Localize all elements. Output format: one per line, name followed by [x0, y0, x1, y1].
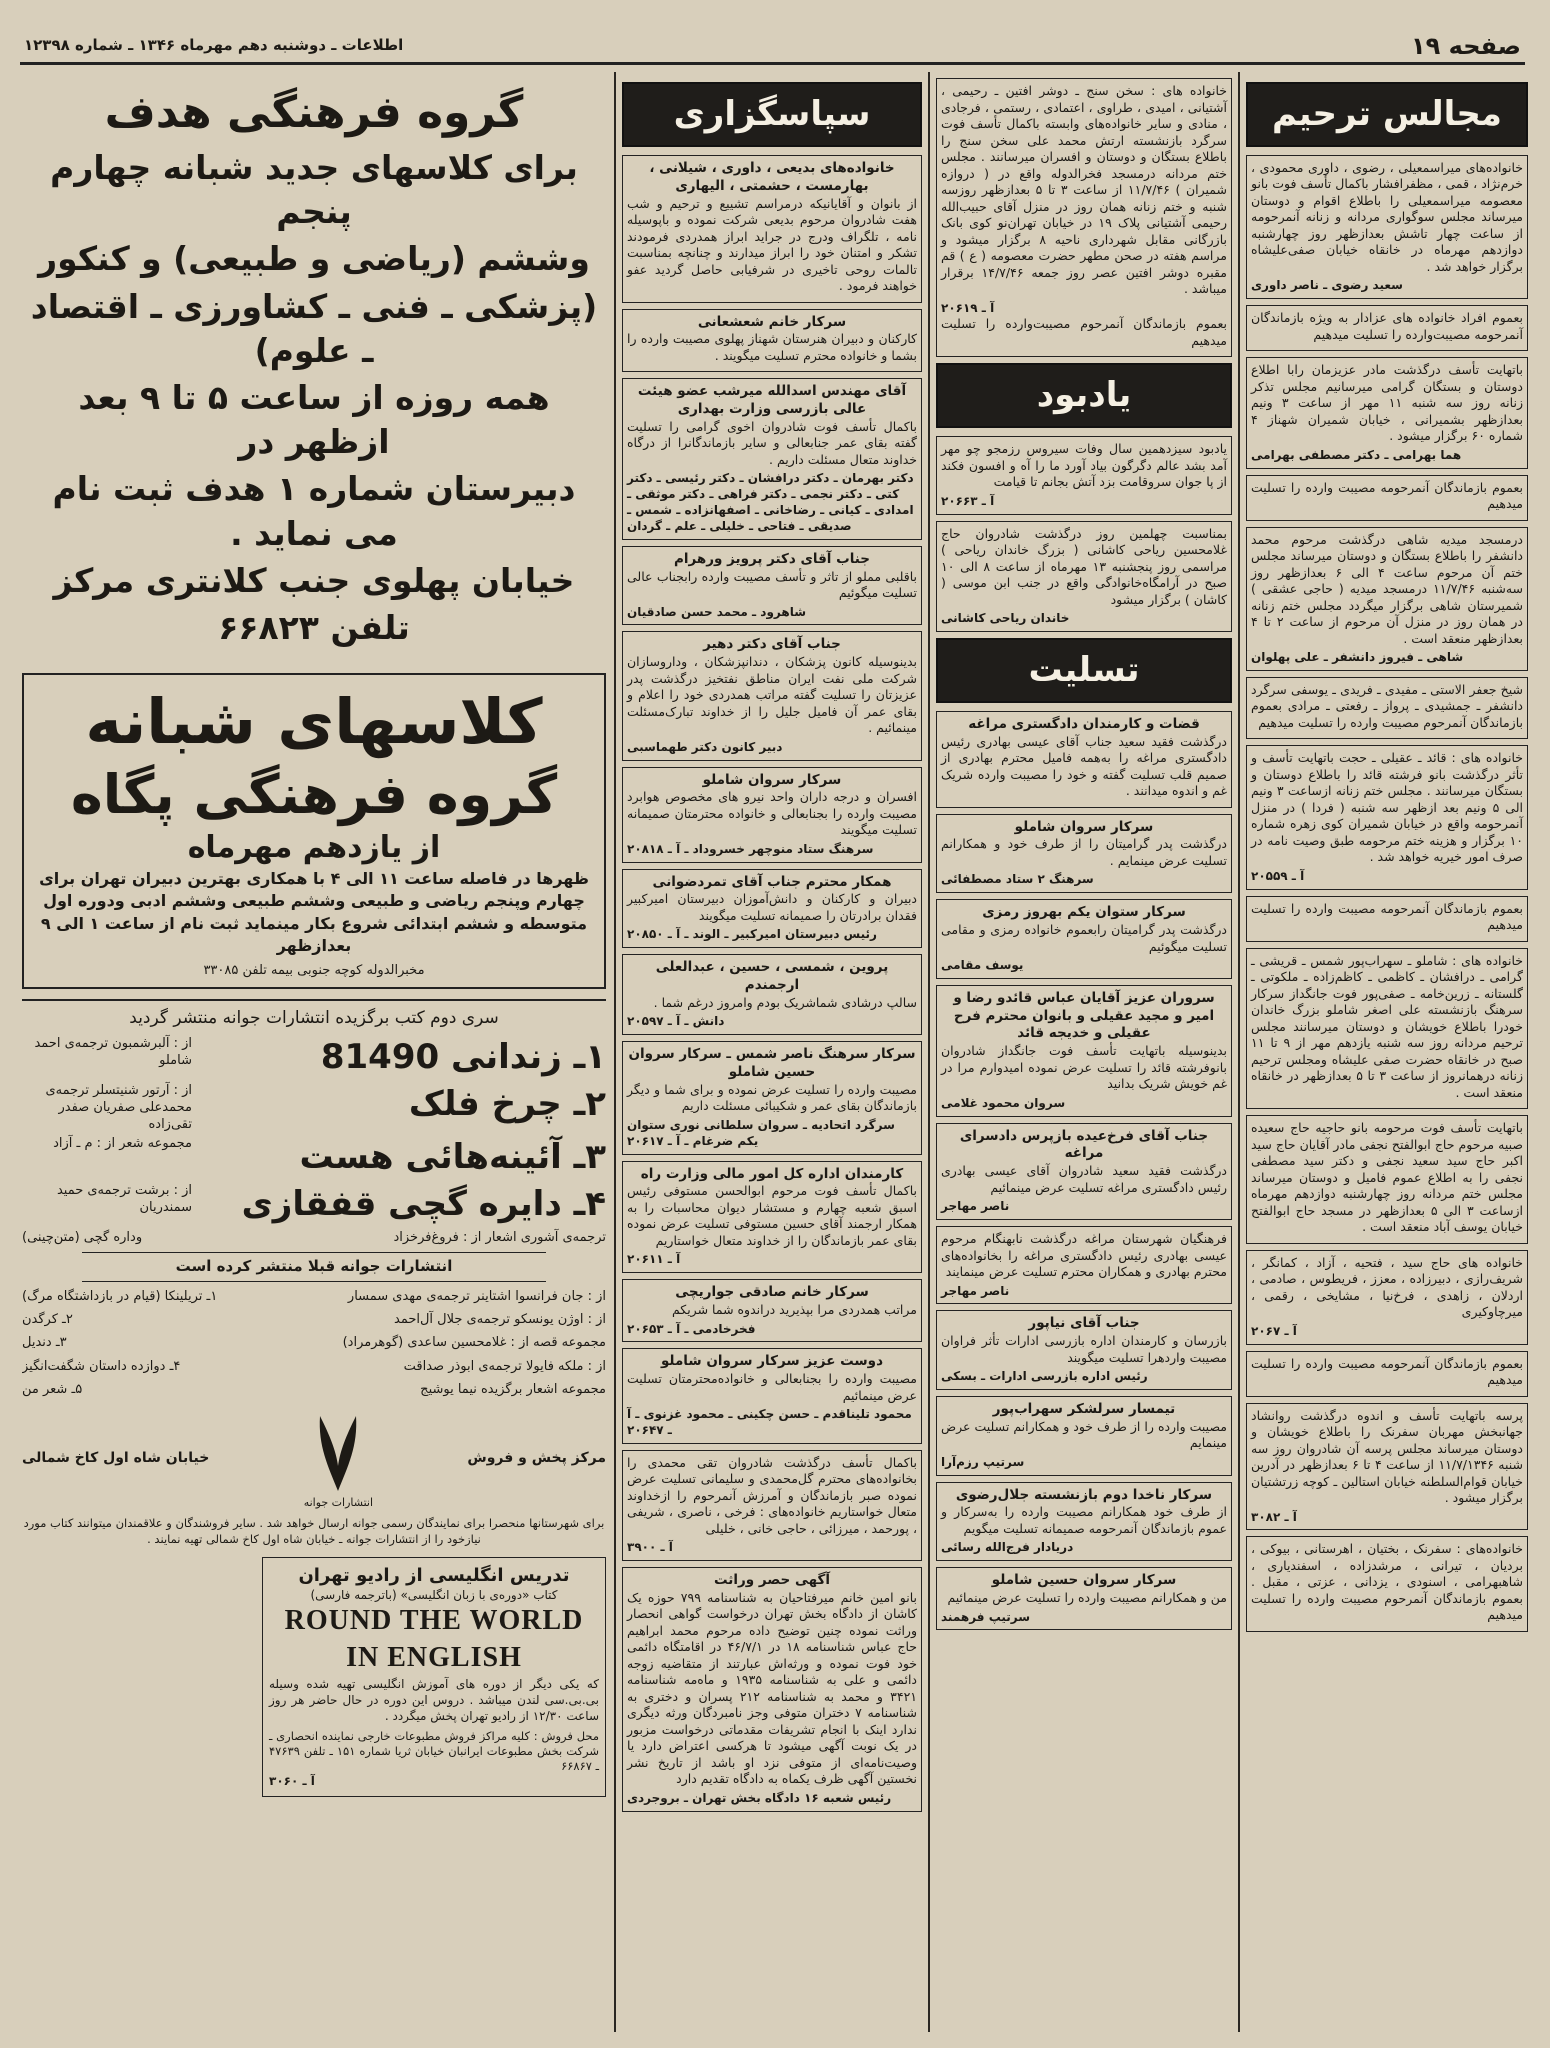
notice-list	[936, 436, 1232, 632]
notice-text: خانواده های : سخن سنج ـ دوشر افتین ـ رحیمی ، آشتیانی ، امیدی ، طراوی ، اعتمادی ، رستمی ، فرجادی ، منادی و سایر خانواده‌های وابسته باکمال تأسف فوت سرگرد بازنشسته ارتش محمد علی سخن سنج را باطلاع بستگان و دوستان و افسران میرسانند . مجلس ختم مردانه درمسجد فخرالدوله واقع در ( دروازه شمیران ) ۱۱/۷/۴۶ از ساعت ۳ تا ۵ بعدازظهر روزسه شنبه و ختم زنانه همان روز در منزل آقای حبیب‌الله رحیمی آشتیانی پلاک ۱۹ در خیابان تهران‌نو کوی بانک بازرگانی مقابل شهرداری ناحیه ۸ برگزار میشود و مراسم هفته در صحن مطهر حضرت معصومه ( ع ) قم مقبره دوشر افتین عصر روز جمعه ۱۴/۷/۴۶ برقرار میباشد .	[941, 83, 1227, 296]
section-banner-memorial: یادبود	[936, 363, 1232, 428]
notice	[936, 711, 1232, 808]
notice-text: باتهایت تأسف درگذشت مادر عزیزمان رابا اطلاع دوستان و بستگان گرامی میرسانیم مجلس تذکر زنانه روز سه شنبه ۱۱ مهر از ساعت ۳ ونیم بعدازظهر بشمیرانی ، خیابان شمیران شهناز ۴ شماره ۶۰ برگزار میشود .	[1251, 362, 1523, 444]
notice-text: بازرسان و کارمندان اداره بازرسی ادارات تأثر فراوان مصیبت واردهرا تسلیت میگویند	[941, 1333, 1227, 1365]
javaneh-logo-text: انتشارات جوانه	[303, 1495, 374, 1509]
prev-book-list	[22, 1288, 606, 1398]
notice-text: باکمال تأسف فوت شادروان اخوی گرامی را تسلیت گفته بقای عمر جنابعالی و سایر بازماندگانرا از درگاه خداوند متعال مسئلت داریم .	[627, 418, 917, 467]
book-author: از : آلبرشمبون ترجمه‌ی احمد شاملو	[34, 1036, 192, 1069]
notice-title: سرکار ستوان یکم بهروز رمزی	[982, 904, 1186, 921]
notice-title: جناب آقای فرخ‌عیده بازپرس دادسرای مراغه	[959, 1127, 1209, 1162]
ad-hadaf-line: برای کلاسهای جدید شبانه چهارم پنجم	[50, 147, 578, 232]
ad-javaneh	[22, 999, 606, 1547]
book-row	[22, 1182, 606, 1227]
column-ads	[22, 78, 606, 2038]
notice-sign: شاهرود ـ محمد حسن صادقیان	[627, 604, 806, 619]
notice-text: باکمال تأسف فوت مرحوم ابوالحسن مستوفی رئیس اسبق شعبه چهارم و مستشار دیوان محاسبات را به همکار ارجمند آقای حسین مستوفی تسلیت عرض نموده بقای عمر بازماندگان را از خداوند متعال خواستاریم	[627, 1183, 917, 1248]
notice-title: جناب آقای دکتر دهیر	[703, 636, 841, 653]
notice	[936, 899, 1232, 979]
notice-sign: محمود تلیناقدم ـ حسن چکینی ـ محمود غزنوی ـ آ ـ ۲۰۶۴۷	[627, 1407, 912, 1437]
prev-book-author: از : اوژن یونسکو ترجمه‌ی جلال آل‌احمد	[394, 1312, 606, 1328]
prev-book-row	[22, 1311, 606, 1328]
notice-text: خانواده‌های : سفرنک ، بختیان ، اهرستانی ، بیوکی ، بردیان ، تیرانی ، مرشدزاده ، اسفندیاری ، شاهبهرامی ، اسنودی ، یزدانی ، عزتی ، مقبل . بعموم بازماندگان آنمرحوم مصیبت وارده را تسلیت میدهیم	[1251, 1541, 1523, 1623]
prev-book-author: مجموعه اشعار برگزیده نیما یوشیج	[420, 1381, 606, 1397]
column-thanks	[622, 78, 922, 2038]
notice-text: درگذشت فقید سعید جناب آقای عیسی بهادری رئیس دادگستری مراغه را به‌همه فامیل محترم بهادری از صمیم قلب تسلیت گفته و خود را مصیبت وارده شریک غم و اندوه میدانند .	[941, 733, 1227, 799]
prev-book-title: ۴ـ دوازده داستان شگفت‌انگیز	[22, 1358, 181, 1374]
prev-book-row	[22, 1288, 606, 1305]
notice-text: من و همکارانم مصیبت وارده را تسلیت عرض مینمائیم	[947, 1590, 1227, 1606]
notice-text: بعموم بازماندگان آنمرحوم مصیبت‌وارده را تسلیت میدهیم	[941, 316, 1227, 348]
prev-book-title: ۵ـ شعر من	[22, 1381, 83, 1397]
notice-text: پرسه باتهایت تأسف و اندوه درگذشت روانشاد جهانبخش مهربان سفرنک را باطلاع خویشان و دوستان میرساند مجلس پرسه آن شادروان روز سه شنبه ۱۱/۷/۱۳۴۶ از ساعت ۴ تا ۶ بعدازظهر در آدرین خیابان قوام‌السلطنه خیابان استالین ـ کوچه زرتشتیان برگزار میشود .	[1251, 1407, 1524, 1506]
notice-sign: آ ـ ۲۰۶۱۱	[627, 1252, 681, 1267]
notice	[936, 1226, 1232, 1304]
notice	[622, 378, 922, 539]
book-row	[22, 1082, 606, 1133]
ad-pegah-date: از یازدهم مهرماه	[187, 830, 441, 866]
notice-title: خانواده‌های بدیعی ، داوری ، شیلانی ، بهارمست ، حشمتی ، الیهاری	[649, 159, 895, 194]
notice-sign: آ ـ ۲۰۶۶۳	[941, 493, 995, 508]
notice-text: سالپ درشادی شماشریک بودم وامروز درغم شما .	[653, 994, 917, 1010]
notice-title: قضات و کارمندان دادگستری مراغه	[968, 715, 1200, 732]
notice	[936, 1567, 1232, 1630]
notice-text: کارکنان و دبیران هنرستان شهناز پهلوی مصیبت وارده را بشما و خانواده محترم تسلیت میگویند .	[627, 331, 917, 363]
books-heading: سری دوم کتب برگزیده انتشارات جوانه منتشر گردید	[129, 1007, 499, 1028]
column-divider	[614, 72, 616, 2032]
notice	[622, 869, 922, 949]
ad-hadaf-line: خیابان پهلوی جنب کلانتری مرکز	[53, 560, 575, 600]
notice-sign: سرهنگ ۲ ستاد مصطفائی	[941, 872, 1094, 887]
distribution-note: برای شهرستانها منحصرا برای نمایندگان رسمی جوانه ارسال خواهد شد . سایر فروشندگان و علاقمندان میتوانند کتاب مورد نیازخود را از انتشارات جوانه ـ خیابان شاه اول کاخ شمالی تهیه نمایند .	[23, 1516, 605, 1546]
notice	[1246, 475, 1528, 521]
notice-text: شیخ جعفر الاستی ـ مفیدی ـ فریدی ـ یوسفی سرگرد دانشفر ـ جمشیدی ـ پرواز ـ رفعتی ـ مرادی بعموم بازماندگان آنمرحوم مصیبت وارده را تسلیت میدهیم	[1251, 681, 1523, 730]
section-banner-mourning: مجالس ترحیم	[1246, 82, 1528, 147]
notice-sign: آ ـ ۲۰۶۷	[1251, 1323, 1297, 1338]
notice-sign: آ ـ ۲۰۵۵۹	[1251, 868, 1305, 883]
notice	[622, 1161, 922, 1274]
book-row	[22, 1135, 606, 1180]
notice-list	[936, 711, 1232, 1631]
notice-sign: ناصر مهاجر	[941, 1199, 1010, 1214]
notice-sign: سرگرد اتحادیه ـ سروان سلطانی نوری ستوان یکم ضرغام ـ آ ـ ۲۰۶۱۷	[627, 1117, 895, 1148]
notice-sign: آ ـ ۲۰۶۱۹	[941, 300, 995, 315]
notice	[936, 985, 1232, 1117]
javaneh-logo-icon	[308, 1406, 368, 1496]
notice-text: یادبود سیزدهمین سال وفات سیروس رزمجو چو مهر آمد بشد عالم دگرگون بیاد آورد ما را آه و افسون فکند از پا جوان سروقامت بزد آتش بجانم تا قیامت	[941, 441, 1227, 490]
radio-code: آ ـ ۳۰۶۰	[269, 1774, 315, 1789]
notice	[936, 78, 1232, 357]
notice-title: جناب آقای نیاپور	[1028, 1315, 1140, 1332]
notice	[622, 1348, 922, 1443]
prev-book-title: ۳ـ دندیل	[22, 1335, 67, 1351]
inheritance-sign: رئیس شعبه ۱۶ دادگاه بخش تهران ـ بروجردی	[627, 1790, 892, 1805]
javaneh-logo	[304, 1406, 373, 1511]
prev-book-author: از : جان فرانسوا اشتاینر ترجمه‌ی مهدی سمسار	[347, 1289, 606, 1305]
notice-text: خانواده های : شاملو ـ سهراب‌پور شمس ـ قریشی ـ گرامی ـ درافشان ـ کاظمی ـ کاظم‌زاده ـ ملکوتی ـ گلستانه ـ زرین‌خامه ـ صفی‌پور فوت جانگداز سرکار سرهنگ بازنشسته علی اصغر شاملو بزرگ خاندان خودرا باطلاع خویشان و دوستان میرسانند مجلس ترحیم مردانه روز سه شنبه یازدهم مهر از ۹ تا ۱۱ صبح در خانقاه حضرت صفی علیشاه ومجلس ترحیم زنانه درهمانروز از ساعت ۳ تا ۵ بعدازظهر در خانقاه منعقد است .	[1251, 952, 1524, 1100]
section-banner-thanks: سپاسگزاری	[622, 82, 922, 147]
notice-sign: دریادار فرج‌الله رسائی	[941, 1540, 1074, 1555]
ad-pegah-subtitle: گروه فرهنگی پگاه	[70, 762, 558, 826]
notice	[1246, 677, 1528, 740]
column-divider	[1238, 72, 1240, 2032]
book-extra-row	[22, 1229, 606, 1246]
prev-book-author: از : ملکه فایولا ترجمه‌ی ابوذر صداقت	[403, 1358, 606, 1374]
notice-text: مراتب همدردی مرا بپذیرید دراندوه شما شریکم	[671, 1302, 917, 1317]
prev-book-title: ۲ـ کرگدن	[22, 1312, 73, 1328]
notice-text: بعموم بازماندگان آنمرحومه مصیبت وارده را تسلیت میدهیم	[1251, 479, 1523, 512]
notice	[1246, 896, 1528, 942]
notice-title: دوست عزیز سرکار سروان شاملو	[660, 1353, 884, 1370]
ad-hadaf-line: (پزشکی ـ فنی ـ کشاورزی ـ اقتصاد ـ علوم)	[30, 286, 598, 370]
ad-hadaf-line: وششم (ریاضی و طبیعی) و کنکور	[38, 239, 590, 279]
notice-title: آقای مهندس اسدالله میرشب عضو هیئت عالی بازرسی وزارت بهداری	[637, 383, 907, 418]
notice-list	[1246, 155, 1528, 1632]
notice-title: جناب آقای دکتر پرویز ورهرام	[673, 550, 871, 567]
prev-book-row	[22, 1358, 606, 1375]
distribution-row	[22, 1406, 606, 1511]
notice-sign: رئیس دبیرستان امیرکبیر ـ الوند ـ آ ـ ۲۰۸۵۰	[627, 927, 877, 942]
notice-title: کارمندان اداره کل امور مالی وزارت راه	[640, 1165, 904, 1182]
radio-title: تدریس انگلیسی از رادیو تهران	[298, 1564, 570, 1586]
book-author: از : آرتور شنیتسلر ترجمه‌ی محمدعلی صفریان صفدر تقی‌زاده	[45, 1082, 192, 1133]
book-extra-right: ترجمه‌ی آشوری اشعار از : فروغ‌فرخزاد	[393, 1230, 606, 1246]
notice	[936, 814, 1232, 894]
section-banner-condolence: تسلیت	[936, 638, 1232, 703]
book-extra-left: وداره گچی (متن‌چینی)	[22, 1230, 143, 1246]
prev-book-title: ۱ـ تریلینکا (قیام در بازداشتگاه مرگ)	[22, 1289, 218, 1305]
notice	[622, 1450, 922, 1561]
notice	[1246, 1403, 1528, 1531]
book-author: از : برشت ترجمه‌ی حمید سمندریان	[56, 1183, 192, 1216]
notice-text: درمسجد میدیه شاهی درگذشت مرحوم محمد دانشفر را باطلاع بستگان و دوستان میرساند مجلس ختم آن مرحوم ساعت ۴ الی ۶ بعدازظهر روز سه‌شنبه ۱۱/۷/۴۶ درمسجد میدیه ( حاجی عشقی ) شمیرستان شاهی برگزار میگردد مجلس ختم زنانه در همان روز در منزل آن مرحوم از ساعت ۲ تا ۴ بعدازظهر منعقد است .	[1251, 531, 1523, 646]
page-number: صفحه ۱۹	[1411, 32, 1521, 60]
notice-text: درگذشت پدر گرامیتان رابعموم خانواده رمزی و مقامی تسلیت میگوئیم	[941, 922, 1227, 954]
notice-sign: ناصر مهاجر	[941, 1283, 1010, 1298]
notice-text: بعموم بازماندگان آنمرحومه مصیبت وارده را تسلیت میدهیم	[1251, 900, 1523, 933]
book-list-extra	[22, 1229, 606, 1246]
notice-text: باقلبی مملو از تاثر و تأسف مصیبت وارده رابجناب عالی تسلیت میگوئیم	[627, 568, 917, 601]
ad-pegah	[22, 673, 606, 988]
notice-sign: سرهنگ ستاد منوچهر خسروداد ـ آ ـ ۲۰۸۱۸	[627, 841, 874, 856]
prev-book-row	[22, 1334, 606, 1351]
radio-text: که یکی دیگر از دوره های آموزش انگلیسی تهیه شده وسیله بی.بی.سی لندن میباشد . دروس این دوره در حال حاضر هر روز ساعت ۱۲/۳۰ از رادیو تهران پخش میگردد .	[269, 1677, 599, 1723]
notice-title: پروین ، شمسی ، حسین ، عبدالعلی ارجمندم	[655, 959, 889, 994]
notice-title: سرکار سروان حسین شاملو	[991, 1572, 1177, 1589]
notice-title: سرکار خانم شعشعانی	[697, 313, 847, 330]
notice-title: سرکار ناخدا دوم بازنشسته جلال‌رضوی	[955, 1486, 1213, 1503]
notice-sign: خاندان ریاحی کاشانی	[941, 611, 1070, 626]
notice-sign: دکتر بهرمان ـ دکتر درافشان ـ دکتر رئیسی ـ دکتر کتی ـ دکتر نجمی ـ دکتر فراهی ـ دکتر موثقی ـ امدادی ـ کیانی ـ رضاخانی ـ اصفهانزاده ـ شمس ـ صدیقی ـ فتاحی ـ خلیلی ـ علم ـ گردان	[627, 471, 914, 533]
notice-text: از بانوان و آقایانیکه درمراسم تشییع و ترحیم و شب هفت شادروان مرحوم بدیعی شرکت نموده و باپوسیله نامه ، تلگراف ودرج در جراید ابراز همدردی فرمودند تشکر و امتنان خود را ابراز میدارند و چنانچه بمناسبت تالمات روحی تاخیری در شرفیابی حاصل گردید عفو خواهند فرمود .	[627, 195, 917, 293]
notice-title: سرکار سروان شاملو	[702, 771, 842, 788]
notice-text: بدینوسیله باتهایت تأسف فوت جانگداز شادروان بانوفرشته قائد را تسلیت عرض نموده امیدوارم مرا در غم خویش شریک بدانید	[941, 1043, 1227, 1092]
ad-hadaf-line: گروه فرهنگی هدف	[104, 87, 524, 138]
notice-text: افسران و درجه داران واحد نیرو های مخصوص هوابرد مصیبت وارده را بجنابعالی و خانواده محترمتان صمیمانه تسلیت میگویند	[627, 789, 917, 838]
notice-text: بعموم افراد خانواده های عزادار به ویژه بازماندگان آنمرحومه مصیبت‌وارده را تسلیت میدهیم	[1251, 310, 1523, 342]
notice-sign: هما بهرامی ـ دکتر مصطفی بهرامی	[1251, 447, 1462, 462]
notice-sign: سرتیپ رزم‌آرا	[941, 1454, 1025, 1469]
radio-subtitle: کتاب «دوره‌ی با زبان انگلیسی» (باترجمه فارسی)	[310, 1587, 558, 1602]
notice-sign: آ ـ ۳۰۸۲	[1251, 1509, 1297, 1524]
ad-pegah-title: کلاسهای شبانه	[85, 685, 543, 759]
prev-book-author: مجموعه قصه از : غلامحسین ساعدی (گوهرمراد)	[342, 1335, 606, 1351]
radio-sale: محل فروش : کلیه مراکز فروش مطبوعات خارجی نماینده انحصاری ـ شرکت بخش مطبوعات ایرانبان خیابان ثریا شماره ۱۵۱ ـ تلفن ۴۷۶۳۹ ـ ۶۶۸۶۷	[269, 1728, 599, 1774]
notice-list	[622, 155, 922, 1561]
notice-text: بعموم بازماندگان آنمرحومه مصیبت وارده را تسلیت میدهیم	[1251, 1355, 1523, 1388]
notice-sign: رئیس اداره بازرسی ادارات ـ بسکی	[941, 1369, 1148, 1384]
notice-text: از طرف خود همکارانم مصیبت وارده را به‌سرکار و عموم بازماندگان آنمرحومه صمیمانه تسلیت میگویم	[941, 1504, 1227, 1536]
notice-sign: سعید رضوی ـ ناصر داوری	[1251, 278, 1403, 293]
ad-hadaf-line: دبیرستان شماره ۱ هدف ثبت نام می نماید .	[52, 469, 576, 553]
notice	[936, 1396, 1232, 1476]
book-title: ۴ـ دایره گچی قفقازی	[241, 1184, 606, 1225]
notice	[1246, 155, 1528, 299]
notice-sign: آ ـ ۳۹۰۰	[627, 1540, 673, 1555]
notice-title: سرکار سرهنگ ناصر شمس ـ سرکار سروان حسین شاملو	[628, 1046, 916, 1081]
notice-sign: فخرخادمی ـ آ ـ ۲۰۶۵۳	[627, 1321, 756, 1336]
notice	[1246, 745, 1528, 889]
inheritance-title: آگهی حصر وراثت	[713, 1572, 831, 1589]
notice	[1246, 305, 1528, 351]
book-list	[22, 1035, 606, 1227]
inheritance-notice	[622, 1567, 922, 1812]
notice-sign: دانش ـ آ ـ ۲۰۵۹۷	[627, 1014, 725, 1029]
distribution-label: مرکز پخش و فروش	[467, 1449, 606, 1466]
notice-title: تیمسار سرلشکر سهراب‌پور	[992, 1401, 1176, 1418]
notice-text: باکمال تأسف درگذشت شادروان تقی محمدی را بخانواده‌های محترم گل‌محمدی و سلیمانی تسلیت عرض نموده صبر بازماندگان و آمرزش آنمرحوم را ازخداوند متعال خواستاریم خانواده‌های : فرخی ، ناصری ، شریفی ، پورحمد ، میرزائی ، حاجی خانی ، خلیلی	[627, 1454, 917, 1536]
notice-title: همکار محترم جناب آقای تمردضوانی	[652, 873, 892, 890]
notice-text: خانواده های : قائد ـ عقیلی ـ حجت باتهایت تأسف و تأثر درگذشت بانو فرشته قائد را باطلاع دوستان و بستگان میرسانند . مجلس ختم زنانه ازساعت ۳ ونیم الی ۵ ونیم بعد ازظهر سه شنبه ( فردا ) در منزل آنمرحومه واقع در خیابان شمیران کوی زهره شماره ۱۰ برگزار و هزینه ختم مرحومه طبق وصیت نامه در صرف امور خیریه خواهد شد .	[1251, 750, 1523, 865]
inheritance-text: بانو امین خانم میرفتاحیان به شناسنامه ۷۹۹ حوزه یک کاشان از دادگاه بخش تهران درخواست گواهی انحصار وراثت نموده چنین توضیح داده مرحوم محمد ابراهیم حاج عباس شناسنامه ۱۸ در ۴۶/۷/۱ در اقامتگاه دائمی خود فوت نموده و ورثه‌اش عبارتند از متقاضیه زوجه دائمی و علی به شناسنامه ۱۹۳۵ و ماه‌مه شناسنامه ۳۴۲۱ و محمد به شناسنامه ۲۱۲ پسران و دختری به شناسنامه ۷ دختران متوفی وجز نامبردگان ورثه دیگری ندارد اینک با انجام تشریفات مقدماتی درخواست مزبور در یک نوبت آگهی میشود تا هرکسی اعتراض دارد یا وصیت‌نامه‌ای از متوفی نزد او باشد از تاریخ نشر نخستین آگهی ظرف یکماه به دادگاه تقدیم دارد	[627, 1589, 918, 1787]
notice-sign: یوسف مقامی	[941, 958, 1024, 972]
notice-text: خانواده های حاج سید ، فتحیه ، آزاد ، کمانگر ، شریف‌رازی ، دبیرزاده ، معزز ، فریطوس ، صادمی ، اردلان ، زاهدی ، فرخ‌نیا ، مشایخی ، رقمی ، میرچاوکیری	[1251, 1254, 1523, 1320]
page-header	[20, 30, 1525, 65]
notice-text: خانواده‌های میراسمعیلی ، رضوی ، داوری محمودی ، خرم‌نژاد ، قمی ، مظفر‌افشار باکمال تأسف فوت بانو معصومه میراسمعیلی را باطلاع اقوام و دوستان میرساند مجلس سوگواری مردانه و زنانه آنمرحومه از ساعت چهار تاشش بعدازظهر روز چهارشنبه دوازدهم مهرماه در خانقاه خیابان صفی‌علیشاه برگزار خواهد شد .	[1251, 159, 1523, 274]
book-author: مجموعه شعر از : م ـ آزاد	[53, 1136, 192, 1152]
notice-title: سروران عزیز آقایان عباس قائدو رضا و امیر و مجید عقیلی و بانوان محترم فرح عقیلی و خدیجه قائد	[953, 989, 1215, 1042]
paper-info: اطلاعات ـ دوشنبه دهم مهرماه ۱۳۴۶ ـ شماره ۱۲۳۹۸	[24, 36, 404, 54]
notice-text: مصیبت وارده را تسلیت عرض نموده و برای شما و دیگر بازماندگان بقای عمر و شکیبائی مسئلت داریم	[627, 1081, 917, 1114]
ad-hadaf-line: تلفن ۶۶۸۲۳	[218, 608, 410, 648]
ad-hadaf-line: همه روزه از ساعت ۵ تا ۹ بعد ازظهر در	[78, 378, 550, 462]
column-mourning	[1246, 78, 1528, 2038]
notice	[936, 521, 1232, 632]
notice	[936, 1310, 1232, 1390]
notice-text: مصیبت وارده را از طرف خود و همکارانم تسلیت عرض مینمایم	[941, 1418, 1227, 1451]
book-title: ۳ـ آئینه‌هائی هست	[299, 1137, 606, 1178]
notice	[622, 155, 922, 303]
notice	[1246, 1536, 1528, 1632]
notice	[622, 631, 922, 760]
radio-english-title: ROUND THE WORLD IN ENGLISH	[284, 1605, 584, 1674]
book-title: ۲ـ چرخ فلک	[408, 1083, 606, 1124]
notice-sign: شاهی ـ فیروز دانشفر ـ علی پهلوان	[1251, 650, 1464, 665]
ad-pegah-body: ظهرها در فاصله ساعت ۱۱ الی ۴ با همکاری بهترین دبیران تهران برای چهارم وپنجم ریاضی و طبیعی وششم طبیعی وششم ادبی ودوره اول متوسطه و ششم ابتدائی شروع بکار مینماید ثبت نام از ساعت ۱ الی ۹ بعدازظهر	[39, 868, 589, 956]
notice-title: سرکار سروان شاملو	[1014, 818, 1154, 835]
notice	[1246, 527, 1528, 671]
notice	[936, 1123, 1232, 1220]
notice-text: باتهایت تأسف فوت مرحومه بانو حاجیه حاج سعیده صبیه مرحوم حاج ابوالفتح نجفی مادر آقایان حاج سید اکبر حاج سید سعید نجفی و دکتر سید مصطفی نجفی را به اطلاع عموم فامیل و دوستان میرساند مجلس ختم مردانه روز چهارشنبه دوازدهم مهرماه ازساعت ۳ الی ۵ بعدازظهر در مسجد حاج ابوالفتح خیابان یوسف آباد منعقد است .	[1251, 1120, 1524, 1235]
notice-title: سرکار خانم صادقی جواریچی	[675, 1284, 869, 1301]
notice-text: درگذشت فقید سعید شادروان آقای عیسی بهادری رئیس دادگستری مراغه تسلیت عرض مینمائیم	[941, 1163, 1227, 1195]
notice	[622, 1279, 922, 1342]
book-title: ۱ـ زندانی 81490	[320, 1037, 606, 1078]
ad-hadaf	[22, 78, 606, 663]
notice	[1246, 357, 1528, 468]
notice-text: مصیبت وارده را بجنابعالی و خانواده‌محترمتان تسلیت عرض مینمائیم	[627, 1371, 917, 1403]
notice-text: دبیران و کارکنان و دانش‌آموزان دبیرستان امیرکبیر فقدان برادرتان را صمیمانه تسلیت میگویند	[627, 891, 917, 923]
notice-text: درگذشت پدر گرامیتان را از طرف خود و همکارانم تسلیت عرض مینمایم .	[941, 836, 1227, 868]
notice-text: بمناسبت چهلمین روز درگذشت شادروان حاج غلامحسین ریاحی کاشانی ( بزرگ خاندان ریاحی ) مراسمی روز پنجشنبه ۱۳ مهرماه از ساعت ۸ الی ۱۰ صبح در آرامگاه‌خانوادگی واقع در جنب ابن موسی ( کاشان ) برگزار میشود	[941, 525, 1228, 607]
notice	[1246, 948, 1528, 1110]
distribution-address: خیابان شاه اول کاخ شمالی	[22, 1449, 210, 1466]
prev-book-row	[22, 1381, 606, 1398]
notice	[622, 1041, 922, 1154]
prev-books-heading: انتشارات جوانه قبلا منتشر کرده است	[82, 1252, 546, 1282]
notice	[622, 546, 922, 626]
column-divider	[928, 72, 930, 2032]
notice	[622, 309, 922, 373]
notice	[622, 767, 922, 863]
notice-text: فرهنگیان شهرستان مراغه درگذشت نابهنگام مرحوم عیسی بهادری رئیس دادگستری مراغه را بخانواده‌های محترم بهادری و همکاران محترم تسلیت عرض مینمایند	[941, 1231, 1227, 1280]
ad-radio-english	[262, 1557, 606, 1797]
notice	[936, 1482, 1232, 1562]
notice	[1246, 1351, 1528, 1397]
notice-sign: دبیر کانون دکتر طهماسبی	[627, 739, 783, 754]
notice-sign: سرتیپ فرهمند	[941, 1609, 1031, 1624]
notice-sign: سروان محمود غلامی	[941, 1095, 1066, 1110]
notice	[1246, 1250, 1528, 1345]
notice	[1246, 1115, 1528, 1244]
book-row	[22, 1035, 606, 1080]
column-condolence	[936, 78, 1232, 2038]
notice	[936, 436, 1232, 514]
notice-text: بدینوسیله کانون پزشکان ، دندانپزشکان ، وداروسازان شرکت ملی نفت ایران مناطق نفتخیز درگذشت پدر عزیزتان را تسلیت گفته مراتب همدردی خود را اعلام و بقای عمر آن فامیل جلیل را از خداوند تبارک‌مسئلت مینمائیم .	[627, 654, 917, 736]
notice	[622, 954, 922, 1035]
ad-pegah-address: مخبرالدوله کوچه جنوبی بیمه تلفن ۳۳۰۸۵	[203, 962, 425, 978]
